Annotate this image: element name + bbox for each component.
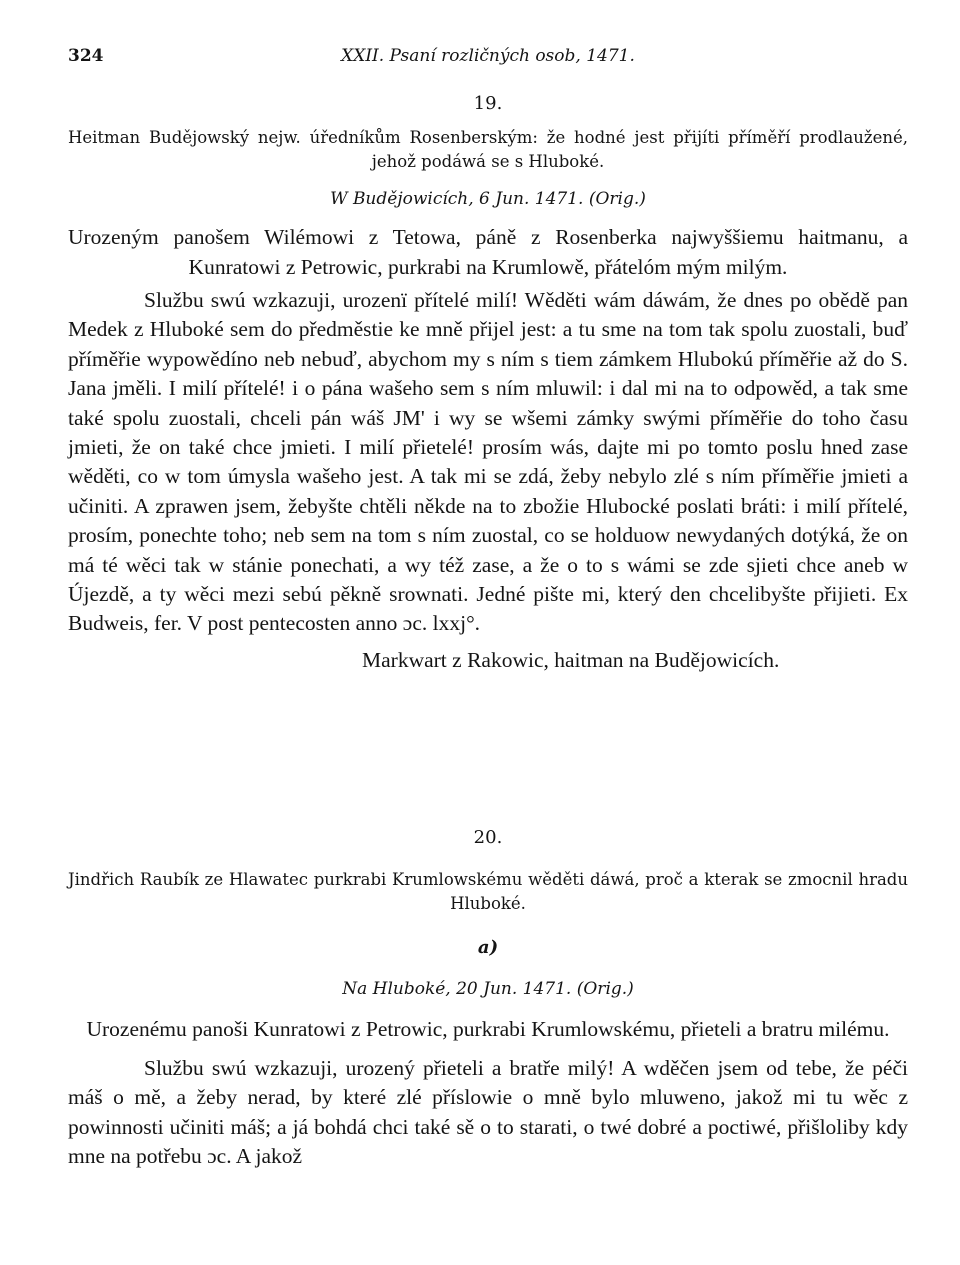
letter-address: Urozenému panoši Kunratowi z Petrowic, purkrabi Krumlowskému, přieteli a bratru milému. bbox=[86, 1017, 890, 1041]
letter-body: Službu swú wzkazuji, urozenï přítelé milí! Wěděti wám dáwám, že dnes po obědě pan Medek z Hluboké sem do předměstie ke mně přijel jest: a tu sme na tom tak spolu zuostali, buď příměřie wypowědíno neb nebuď, abychom my s ním s tiem zámkem Hlubokú příměřie až do S. Jana jměli. I milí přítelé! i o pána wašeho sem s ním mluwil: i dal mi na to odpowěd, a tak sme také spolu zuostali, chceli pán wáš JM' i wy se wšemi zámky swými příměřie do toho času jmieti, že on také chce jmieti. I milí přietelé! prosím wás, dajte mi po tomto poslu hned zase wěděti, co w tom úmysla wašeho jest. A tak mi se zdá, žeby nebylo zlé s ním příměřie jmieti a učiniti. A zprawen jsem, žebyšte chtěli někde na to zbožie Hlubocké poslati bráti: i milí přítelé, prosím, ponechte toho; neb sem na tom s ním zuostal, co se holduow newydaných dotýká, že on má té wěci tak w stánie ponechati, a wy též zase, a že o to s wámi se zde sjieti chce aneb w Újezdě, a ty wěci mezi sebú pěkně srownati. Jedné pište mi, který den chcelibyšte přijieti. Ex Budweis, fer. V post pentecosten anno ɔc. lxxj°. bbox=[68, 288, 908, 636]
dateline: W Budějowicích, 6 Jun. 1471. (Orig.) bbox=[330, 189, 646, 209]
running-title: XXII. Psaní rozličných osob, 1471. bbox=[341, 46, 635, 66]
document-number: 19. bbox=[473, 93, 503, 114]
sub-letter-marker: a) bbox=[477, 937, 499, 958]
letter-address: Urozeným panošem Wilémowi z Tetowa, páně z Rosenberka najwyššiemu haitmanu, a Kunratowi z Petrowic, purkrabi na Krumlowě, přátelóm mým milým. bbox=[68, 225, 908, 279]
page-number: 324 bbox=[68, 46, 104, 66]
letter-text bbox=[68, 1054, 908, 1172]
document-19 bbox=[68, 92, 908, 675]
running-head bbox=[68, 46, 908, 70]
document-summary: Heitman Budějowský nejw. úředníkům Rosenberským: že hodné jest přijíti příměří prodlaužené, jehož podáwá se s Hluboké. bbox=[68, 128, 908, 171]
letter-signature: Markwart z Rakowic, haitman na Budějowicích. bbox=[362, 647, 780, 672]
document-number: 20. bbox=[473, 827, 503, 848]
document-20 bbox=[68, 826, 908, 1172]
document-summary: Jindřich Raubík ze Hlawatec purkrabi Krumlowskému wěděti dáwá, proč a kterak se zmocnil hradu Hluboké. bbox=[68, 870, 908, 913]
letter-text bbox=[68, 286, 908, 639]
letter-body: Službu swú wzkazuji, urozený přieteli a bratře milý! A wděčen jsem od tebe, že péči máš o mě, a žeby nerad, by které zlé příslowie o mně bylo mluweno, jakož mi tu wěc z powinnosti učiniti máš; a já bohdá chci také sě o to starati, o twé dobré a poctiwé, přišlolibу kdy mne na potřebu ɔc. A jakož bbox=[68, 1056, 908, 1169]
dateline: Na Hluboké, 20 Jun. 1471. (Orig.) bbox=[342, 979, 634, 999]
